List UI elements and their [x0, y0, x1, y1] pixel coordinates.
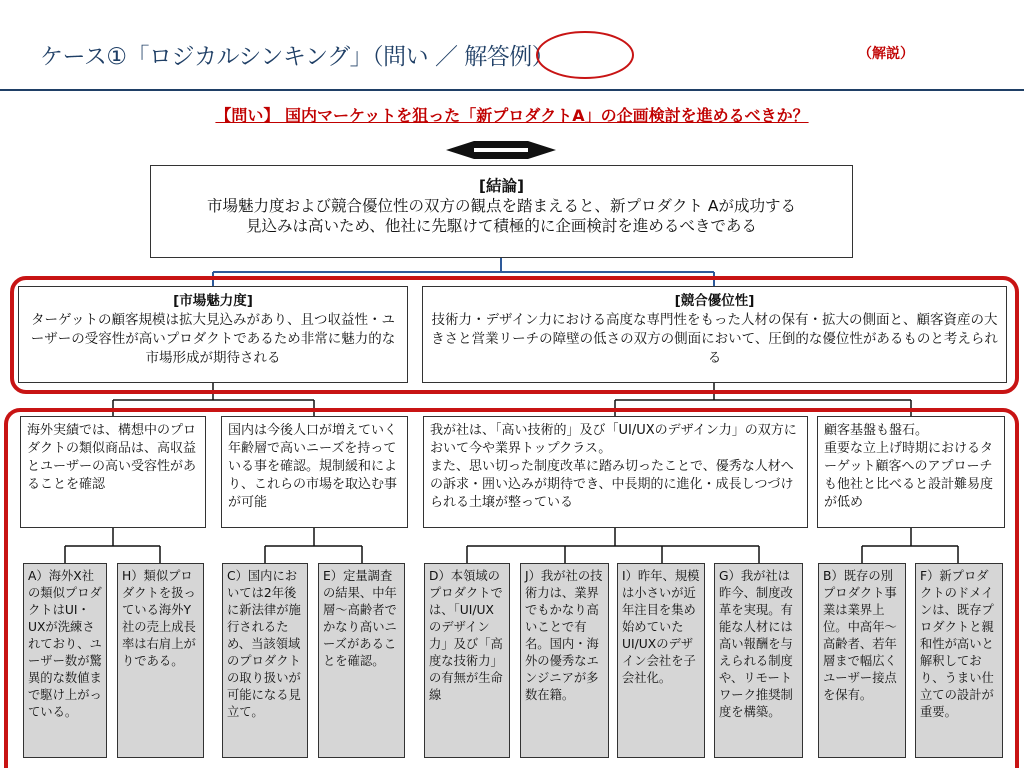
conclusion-box	[150, 165, 853, 258]
leaf-f: F）新プロダクトのドメインは、既存プロダクトと親和性が高いと解釈しており、うまい仕立ての設計が重要。	[915, 563, 1003, 758]
page-title: ケース①「ロジカルシンキング」（問い ／ 解答例）	[40, 44, 555, 70]
conclusion-heading: [結論]	[478, 177, 525, 195]
mid-box-capability: 我が社は、「高い技術的」及び「UI/UXのデザイン力」の双方において今や業界トップクラス。 また、思い切った制度改革に踏み切ったことで、優秀な人材への訴求・囲い込みが期待でき、中長期的に進化・成長しつづけられる土壌が整っている	[423, 416, 808, 528]
leaf-g: G）我が社は昨今、制度改革を実現。有能な人材には高い報酬を与えられる制度や、リモートワーク推奨制度を構築。	[714, 563, 803, 758]
mid-box-overseas: 海外実績では、構想中のプロダクトの類似商品は、高収益とユーザーの高い受容性があることを確認	[20, 416, 206, 528]
conclusion-line-2: 見込みは高いため、他社に先駆けて積極的に企画検討を進めるべきである	[246, 217, 757, 235]
mid-box-customer-base: 顧客基盤も盤石。 重要な立上げ時期におけるターゲット顧客へのアプローチも他社と比べると設計難易度が低め	[817, 416, 1005, 528]
leaf-a: A）海外X社の類似プロダクトはUI・UXが洗練されており、ユーザー数が驚異的な数値まで駆け上がっている。	[23, 563, 107, 758]
commentary-tag: （解説）	[858, 46, 914, 62]
leaf-j: J）我が社の技術力は、業界でもかなり高いことで有名。国内・海外の優秀なエンジニアが多数在籍。	[520, 563, 609, 758]
highlight-frame-bottom	[4, 408, 1019, 768]
conclusion-line-1: 市場魅力度および競合優位性の双方の観点を踏まえると、新プロダクト Aが成功する	[206, 197, 797, 215]
market-heading: [市場魅力度]	[173, 293, 253, 309]
leaf-d: D）本領域のプロダクトでは、「UI/UXのデザイン力」及び「高度な技術力」の有無が生命線	[424, 563, 510, 758]
market-text: ターゲットの顧客規模は拡大見込みがあり、且つ収益性・ユーザーの受容性が高いプロダクトであるため非常に魅力的な市場形成が期待される	[30, 312, 396, 366]
leaf-i: I）昨年、規模は小さいが近年注目を集め始めていたUI/UXのデザイン会社を子会社化。	[617, 563, 705, 758]
mid-box-domestic: 国内は今後人口が増えていく年齢層で高いニーズを持っている事を確認。規制緩和により、これらの市場を取込む事が可能	[221, 416, 408, 528]
advantage-text: 技術力・デザイン力における高度な専門性をもった人材の保有・拡大の側面と、顧客資産の大きさと営業リーチの障壁の低さの双方の側面において、圧倒的な優位性があるものと考えられる	[431, 312, 998, 366]
leaf-e: E）定量調査の結果、中年層～高齢者でかなり高いニーズがあることを確認。	[318, 563, 405, 758]
advantage-heading: [競合優位性]	[674, 293, 755, 309]
leaf-h: H）類似プロダクトを扱っている海外Y社の売上成長率は右肩上がりである。	[117, 563, 204, 758]
leaf-b: B）既存の別プロダクト事業は業界上位。中高年～高齢者、若年層まで幅広くユーザー接点を保有。	[818, 563, 906, 758]
question-heading: 【問い】 国内マーケットを狙った「新プロダクトA」の企画検討を進めるべきか？	[215, 106, 809, 125]
leaf-c: C）国内においては2年後に新法律が施行されるため、当該領域のプロダクトの取り扱いが可能になる見立て。	[222, 563, 308, 758]
highlight-frame-top	[10, 276, 1019, 394]
double-arrow-icon	[446, 141, 556, 159]
answer-highlight-circle	[537, 32, 633, 78]
